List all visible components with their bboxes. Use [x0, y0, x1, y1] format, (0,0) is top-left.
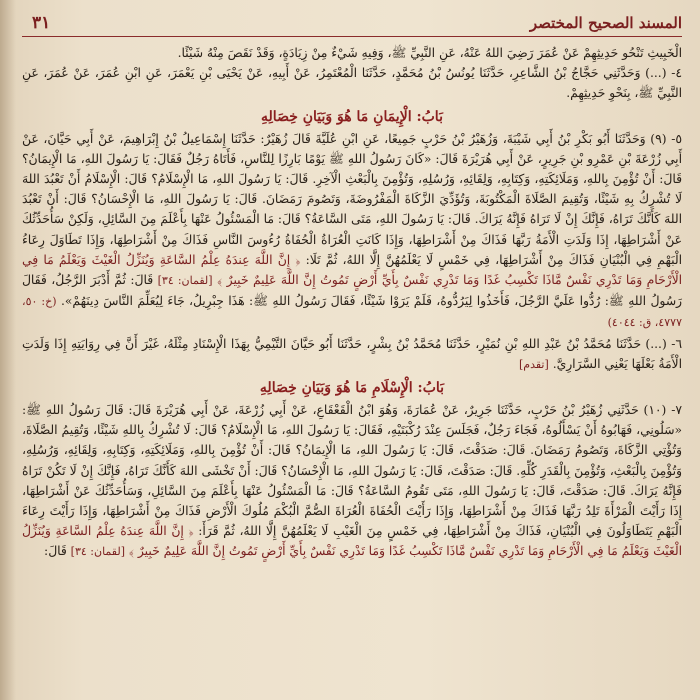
hadith-5-ending: قَالَ: ثُمَّ أَدْبَرَ الرَّجُلُ، فَقَالَ رَسُولُ اللهِ ﷺ: رُدُّوا عَلَيَّ الرَّجُلَ، فَأَخَذُوا لِيَرُدُّوهُ، فَلَمْ يَرَوْا شَيْئًا، فَقَالَ رَسُولُ اللهِ ﷺ: هَذَا جِبْرِيلُ، جَاءَ لِيُعَلِّمَ النَّاسَ دِينَهُمْ». [22, 273, 682, 309]
hadith-6-text: ٦- (...) حَدَّثَنَا مُحَمَّدُ بْنُ عَبْدِ اللهِ بْنِ نُمَيْرٍ، حَدَّثَنَا مُحَمَّدُ بْنُ بِشْرٍ، حَدَّثَنَا أَبُو حَيَّانَ التَّيْمِيُّ بِهَذَا الْإِسْنَادِ مِثْلَهُ، غَيْرَ أَنَّ فِي رِوَايَتِهِ إِذَا وَلَدَتِ الْأَمَةُ بَعْلَهَا يَعْنِي السَّرَارِيَّ. [22, 336, 682, 371]
quran-verse-2: ﴿ إِنَّ اللَّهَ عِندَهُ عِلْمُ السَّاعَةِ وَيُنَزِّلُ الْغَيْثَ وَيَعْلَمُ مَا فِي الْأَرْحَامِ وَمَا تَدْرِي نَفْسٌ مَّاذَا تَكْسِبُ غَدًا وَمَا تَدْرِي نَفْسٌ بِأَيِّ أَرْضٍ تَمُوتُ إِنَّ اللَّهَ عَلِيمٌ خَبِيرٌ ﴾ [22, 524, 682, 559]
book-title: المسند الصحيح المختصر [529, 14, 682, 32]
hadith-5-text: ٥- (٩) وَحَدَّثَنَا أَبُو بَكْرِ بْنُ أَبِي شَيْبَةَ، وَزُهَيْرُ بْنُ حَرْبٍ جَمِيعًا، عَنِ ابْنِ عُلَيَّةَ قَالَ زُهَيْرٌ: حَدَّثَنَا إِسْمَاعِيلُ بْنُ إِبْرَاهِيمَ، عَنْ أَبِي حَيَّانَ، عَنْ أَبِي زُرْعَةَ بْنِ عَمْرِو بْنِ جَرِيرٍ، عَنْ أَبِي هُرَيْرَةَ قَالَ: «كَانَ رَسُولُ اللهِ ﷺ يَوْمًا بَارِزًا لِلنَّاسِ، فَأَتَاهُ رَجُلٌ فَقَالَ: يَا رَسُولَ اللهِ، مَا الْإِيمَانُ؟ قَالَ: أَنْ تُؤْمِنَ بِاللهِ، وَمَلَائِكَتِهِ، وَكِتَابِهِ، وَلِقَائِهِ، وَرُسُلِهِ، وَتُؤْمِنَ بِالْبَعْثِ الْآخِرِ. قَالَ: يَا رَسُولَ اللهِ، مَا الْإِسْلَامُ؟ قَالَ: الْإِسْلَامُ أَنْ تَعْبُدَ اللهَ لَا تُشْرِكُ بِهِ شَيْئًا، وَتُقِيمَ الصَّلَاةَ الْمَكْتُوبَةَ، وَتُؤَدِّيَ الزَّكَاةَ الْمَفْرُوضَةَ، وَتَصُومَ رَمَضَانَ. قَالَ: يَا رَسُولَ اللهِ، مَا الْإِحْسَانُ؟ قَالَ: أَنْ تَعْبُدَ اللهَ كَأَنَّكَ تَرَاهُ، فَإِنَّكَ إِنْ لَا تَرَاهُ فَإِنَّهُ يَرَاكَ. قَالَ: يَا رَسُولَ اللهِ، مَتَى السَّاعَةُ؟ قَالَ: مَا الْمَسْئُولُ عَنْهَا بِأَعْلَمَ مِنَ السَّائِلِ، وَلَكِنْ سَأُحَدِّثُكَ عَنْ أَشْرَاطِهَا، إِذَا وَلَدَتِ الْأَمَةُ رَبَّهَا فَذَاكَ مِنْ أَشْرَاطِهَا، وَإِذَا كَانَتِ الْعُرَاةُ الْحُفَاةُ رُءُوسَ النَّاسِ فَذَاكَ مِنْ أَشْرَاطِهَا، وَإِذَا تَطَاوَلَ رِعَاءُ الْبَهْمِ فِي الْبُنْيَانِ فَذَاكَ مِنْ أَشْرَاطِهَا، فِي خَمْسٍ لَا يَعْلَمُهُنَّ إِلَّا اللهُ، ثُمَّ تَلَا: [22, 131, 682, 267]
chapter-heading-islam: بَابُ: الْإِسْلَامِ مَا هُوَ وَبَيَانِ خِصَالِهِ [259, 380, 445, 397]
paragraph-continuation: الْخَبِيثِ تَنْحُو حَدِيثِهِمْ عَنْ عُمَرَ رَضِيَ اللهُ عَنْهُ، عَنِ النَّبِيِّ ﷺ، وَفِيهِ شَيْءٌ مِنْ زِيَادَةٍ، وَقَدْ نَقَصَ مِنْهُ شَيْئًا. [177, 46, 682, 60]
quran-reference-2: [لقمان: ٣٤] [70, 545, 125, 559]
hadith-5 [22, 129, 682, 334]
page-header [22, 10, 682, 37]
hadith-6-reference: [تقدم] [518, 357, 549, 371]
quran-verse-1: ﴿ إِنَّ اللَّهَ عِندَهُ عِلْمُ السَّاعَةِ وَيُنَزِّلُ الْغَيْثَ وَيَعْلَمُ مَا فِي الْأَرْحَامِ وَمَا تَدْرِي نَفْسٌ مَّاذَا تَكْسِبُ غَدًا وَمَا تَدْرِي نَفْسٌ بِأَيِّ أَرْضٍ تَمُوتُ إِنَّ اللَّهَ عَلِيمٌ خَبِيرٌ ﴾ [22, 252, 682, 288]
hadith-7-ending: قَالَ: [44, 544, 67, 559]
chapter-heading-iman: بَابُ: الْإِيمَانِ مَا هُوَ وَبَيَانِ خِصَالِهِ [261, 108, 443, 125]
binding-shadow [0, 0, 16, 700]
hadith-5-reference: (خ: ٥٠، ٤٧٧٧، ق: ٤٠٤٤) [22, 295, 682, 330]
page-body [22, 43, 682, 563]
hadith-4: ٤- (...) وَحَدَّثَنِي حَجَّاجُ بْنُ الشَّاعِرِ، حَدَّثَنَا يُونُسُ بْنُ مُحَمَّدٍ، حَدَّثَنَا الْمُعْتَمِرُ، عَنْ أَبِيهِ، عَنْ يَحْيَى بْنِ يَعْمَرَ، عَنِ ابْنِ عُمَرَ، عَنْ عُمَرَ، عَنِ النَّبِيِّ ﷺ، بِنَحْوِ حَدِيثِهِمْ. [22, 66, 682, 101]
quran-reference-1: [لقمان: ٣٤] [157, 274, 213, 288]
hadith-7-text: ٧- (١٠) حَدَّثَنِي زُهَيْرُ بْنُ حَرْبٍ، حَدَّثَنَا جَرِيرٌ، عَنْ عُمَارَةَ، وَهُوَ ابْنُ الْقَعْقَاعِ، عَنْ أَبِي زُرْعَةَ، عَنْ أَبِي هُرَيْرَةَ قَالَ: قَالَ رَسُولُ اللهِ ﷺ: «سَلُونِي، فَهَابُوهُ أَنْ يَسْأَلُوهُ، فَجَاءَ رَجُلٌ، فَجَلَسَ عِنْدَ رُكْبَتَيْهِ، فَقَالَ: يَا رَسُولَ اللهِ، مَا الْإِسْلَامُ؟ قَالَ: لَا تُشْرِكُ بِاللهِ شَيْئًا، وَتُقِيمُ الصَّلَاةَ، وَتُؤْتِي الزَّكَاةَ، وَتَصُومُ رَمَضَانَ. قَالَ: صَدَقْتَ، قَالَ: يَا رَسُولَ اللهِ، مَا الْإِيمَانُ؟ قَالَ: أَنْ تُؤْمِنَ بِاللهِ، وَمَلَائِكَتِهِ، وَكِتَابِهِ، وَلِقَائِهِ، وَرُسُلِهِ، وَتُؤْمِنَ بِالْبَعْثِ، وَتُؤْمِنَ بِالْقَدَرِ كُلِّهِ. قَالَ: صَدَقْتَ، قَالَ: يَا رَسُولَ اللهِ، مَا الْإِحْسَانُ؟ قَالَ: أَنْ تَخْشَى اللهَ كَأَنَّكَ تَرَاهُ، فَإِنَّكَ إِنْ لَا تَكُنْ تَرَاهُ فَإِنَّهُ يَرَاكَ. قَالَ: صَدَقْتَ، قَالَ: يَا رَسُولَ اللهِ، مَتَى تَقُومُ السَّاعَةُ؟ قَالَ: مَا الْمَسْئُولُ عَنْهَا بِأَعْلَمَ مِنَ السَّائِلِ، وَسَأُحَدِّثُكَ عَنْ أَشْرَاطِهَا، إِذَا رَأَيْتَ الْمَرْأَةَ تَلِدُ رَبَّهَا فَذَاكَ مِنْ أَشْرَاطِهَا، وَإِذَا رَأَيْتَ الْحُفَاةَ الْعُرَاةَ الصُّمَّ الْبُكْمَ مُلُوكَ الْأَرْضِ فَذَاكَ مِنْ أَشْرَاطِهَا، وَإِذَا رَأَيْتَ رِعَاءَ الْبَهْمِ يَتَطَاوَلُونَ فِي الْبُنْيَانِ، فَذَاكَ مِنْ أَشْرَاطِهَا، فِي خَمْسٍ مِنَ الْغَيْبِ لَا يَعْلَمُهُنَّ إِلَّا اللهُ، ثُمَّ قَرَأَ: [22, 403, 682, 539]
page-number: ٣١ [32, 13, 51, 33]
hadith-6 [22, 334, 682, 375]
hadith-7 [22, 400, 682, 563]
